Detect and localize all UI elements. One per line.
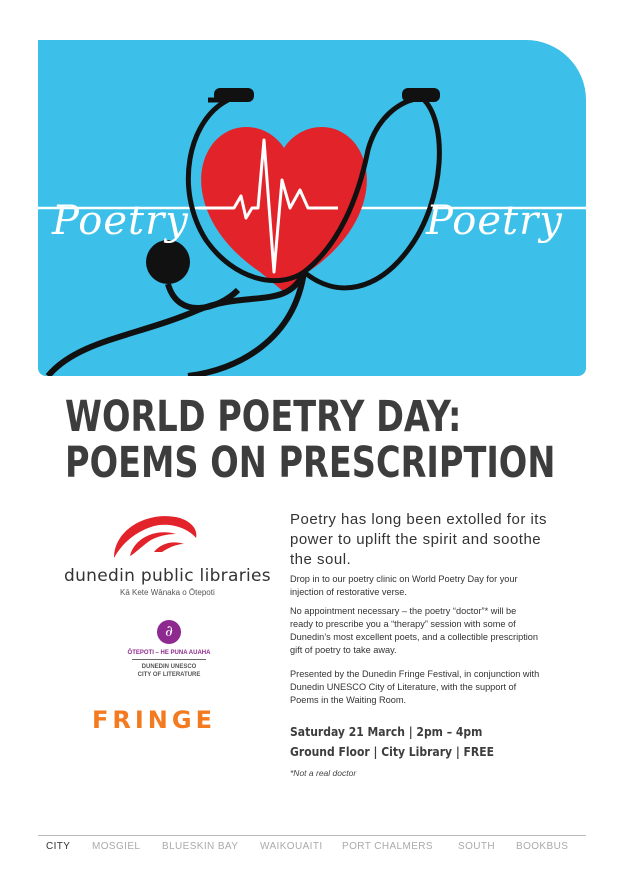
branch-south[interactable]: SOUTH xyxy=(458,841,495,852)
hero-banner xyxy=(38,40,586,376)
page-title xyxy=(65,392,556,488)
title-line-1: WORLD POETRY DAY: xyxy=(65,392,462,442)
unesco-maori-title: ŌTEPOTI – HE PUNA AUAHA xyxy=(127,650,211,656)
unesco-title-2: CITY OF LITERATURE xyxy=(137,672,201,678)
unesco-city-of-literature-logo xyxy=(124,620,214,679)
fringe-logo: FRINGE xyxy=(92,706,216,734)
branch-nav xyxy=(38,835,586,859)
branch-waikouaiti[interactable]: WAIKOUAITI xyxy=(260,841,323,852)
branch-mosgiel[interactable]: MOSGIEL xyxy=(92,841,141,852)
footnote: *Not a real doctor xyxy=(290,768,357,778)
unesco-title-1: DUNEDIN UNESCO xyxy=(141,664,197,670)
branch-bookbus[interactable]: BOOKBUS xyxy=(516,841,569,852)
event-date-time: Saturday 21 March | 2pm – 4pm xyxy=(290,725,483,739)
title-line-2: POEMS ON PRESCRIPTION xyxy=(65,438,556,488)
libraries-maori-name: Kā Kete Wānaka o Ōtepoti xyxy=(120,588,215,597)
unesco-divider xyxy=(132,659,206,660)
branch-port-chalmers[interactable]: PORT CHALMERS xyxy=(342,841,433,852)
branch-blueskin-bay[interactable]: BLUESKIN BAY xyxy=(162,841,239,852)
event-details xyxy=(290,722,494,762)
paragraph-clinic: Drop in to our poetry clinic on World Poetry Day for your injection of restorative verse. xyxy=(290,574,518,597)
event-location: Ground Floor | City Library | FREE xyxy=(290,745,494,759)
branch-nav-line xyxy=(38,835,586,836)
libraries-name: dunedin public libraries xyxy=(64,566,271,586)
paragraph-appointment: No appointment necessary – the poetry “doctor”* will be ready to prescribe you a “therapy” session with some of Dunedin’s most excellent poets, and a collectible prescription gift of poetry to take away. xyxy=(290,606,539,655)
hero-word-left: Poetry xyxy=(52,198,189,244)
unesco-emblem-icon: ∂ xyxy=(157,620,181,644)
branch-city[interactable]: CITY xyxy=(46,841,71,852)
lead-paragraph: Poetry has long been extolled for its power to uplift the spirit and soothe the soul. xyxy=(290,511,547,568)
hero-word-right: Poetry xyxy=(426,198,563,244)
paragraph-presented-by: Presented by the Dunedin Fringe Festival, in conjunction with Dunedin UNESCO City of Literature, with the support of Poems in the Waiting Room. xyxy=(290,669,540,705)
dunedin-public-libraries-logo xyxy=(62,508,271,604)
libraries-swoosh-icon xyxy=(110,508,200,564)
